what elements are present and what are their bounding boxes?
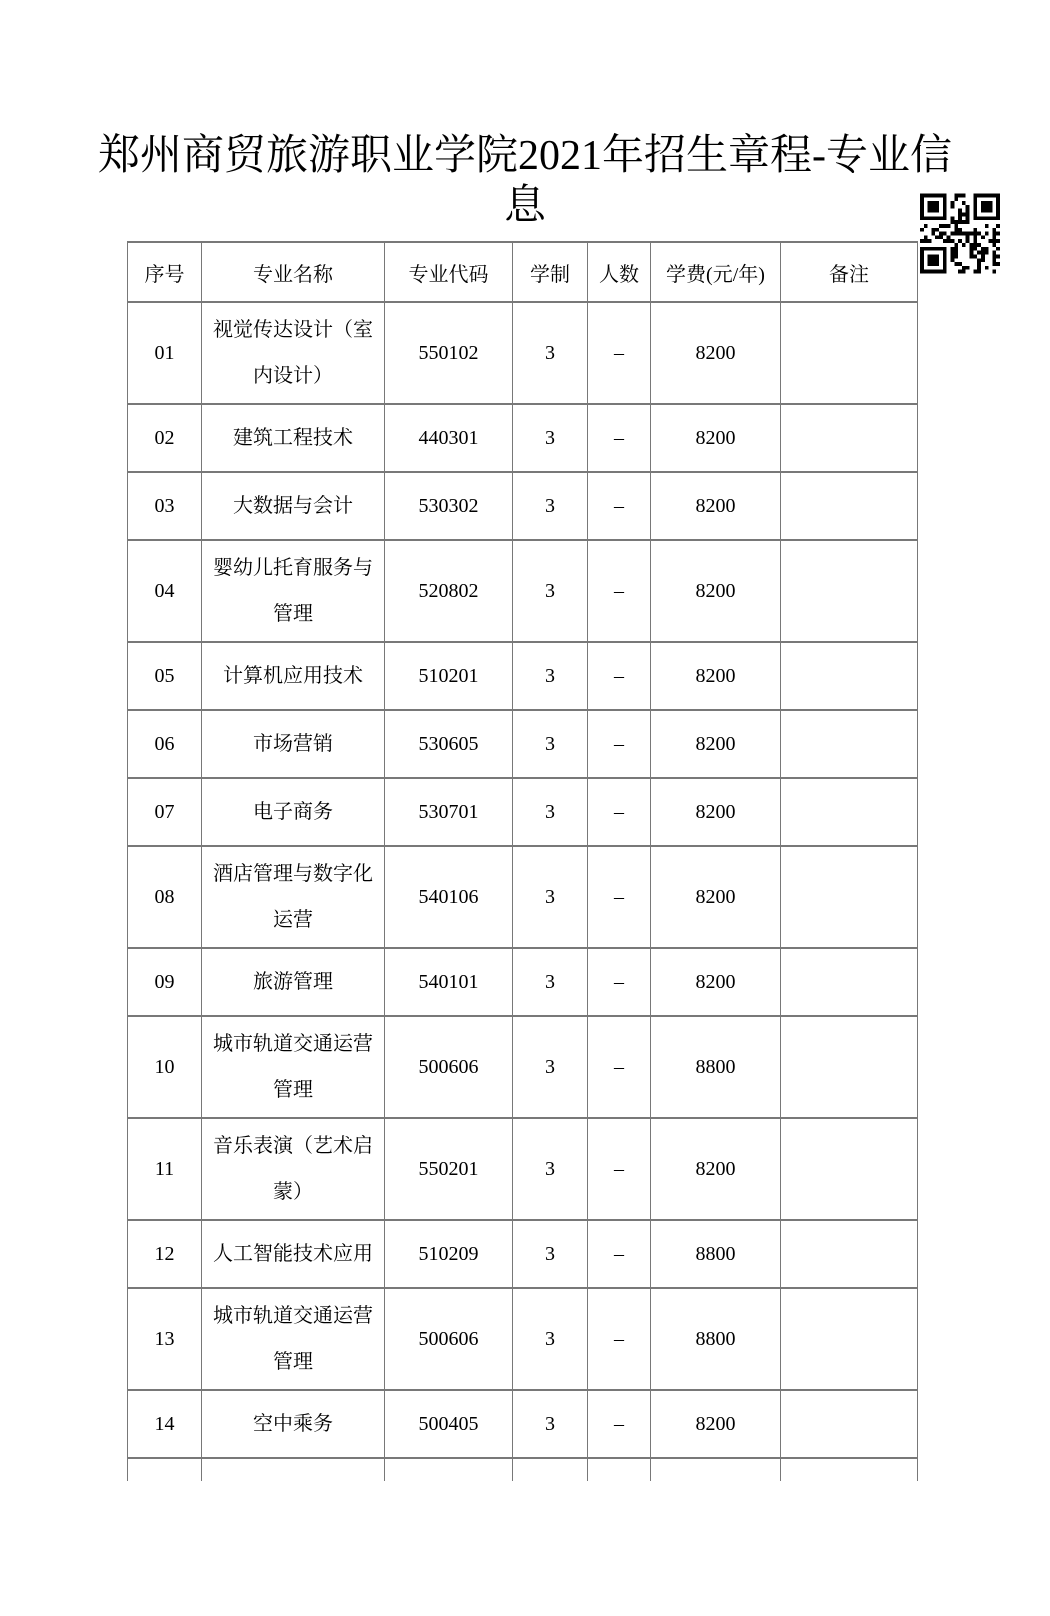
header-cell-enrollment: 人数 [588,242,651,302]
cell-no: 01 [128,302,202,404]
cell-note [781,710,918,778]
table-row [128,404,918,472]
cell-no: 05 [128,642,202,710]
page-title: 郑州商贸旅游职业学院2021年招生章程-专业信息 [98,133,952,229]
cell-note [781,1288,918,1390]
cell-enrollment: – [588,1220,651,1288]
cell-tuition: 8200 [651,302,781,404]
cell-duration: 3 [513,1118,588,1220]
cell-major-name: 大数据与会计 [202,472,385,540]
cell-major-name: 建筑工程技术 [202,404,385,472]
cell-major-name: 电子商务 [202,778,385,846]
table-header-row [128,242,918,302]
cell-major-code: 520802 [385,540,513,642]
cell-no: 13 [128,1288,202,1390]
cell-enrollment: – [588,778,651,846]
header-cell-tuition: 学费(元/年) [651,242,781,302]
cell-major-code: 530701 [385,778,513,846]
cell-major-code: 530605 [385,710,513,778]
cell-major-code: 540106 [385,846,513,948]
header-cell-major-code: 专业代码 [385,242,513,302]
cell-duration: 3 [513,1288,588,1390]
cell-enrollment: – [588,1390,651,1458]
table-row [128,1390,918,1458]
cell-enrollment: – [588,710,651,778]
cell-enrollment: – [588,1016,651,1118]
cell-enrollment: – [588,404,651,472]
table-row [128,948,918,1016]
cell-tuition: 8200 [651,404,781,472]
cell-duration: 3 [513,1220,588,1288]
cell-enrollment: – [588,948,651,1016]
cell-note [781,642,918,710]
cell-no: 09 [128,948,202,1016]
cell-tuition: 8200 [651,948,781,1016]
cell-duration: 3 [513,404,588,472]
table-row [128,710,918,778]
cell-note [781,1390,918,1458]
table-row [128,302,918,404]
cell-no: 02 [128,404,202,472]
cell-empty [385,1458,513,1481]
cell-note [781,404,918,472]
majors-table-wrap [127,241,919,1481]
cell-no: 04 [128,540,202,642]
cell-tuition: 8200 [651,710,781,778]
cell-no: 12 [128,1220,202,1288]
table-row [128,1288,918,1390]
cell-no: 06 [128,710,202,778]
cell-enrollment: – [588,642,651,710]
cell-major-name: 音乐表演（艺术启蒙） [202,1118,385,1220]
cell-major-code: 440301 [385,404,513,472]
cell-major-name: 人工智能技术应用 [202,1220,385,1288]
cell-duration: 3 [513,1390,588,1458]
cell-duration: 3 [513,1016,588,1118]
cell-empty [202,1458,385,1481]
cell-duration: 3 [513,846,588,948]
cell-note [781,948,918,1016]
table-row [128,642,918,710]
qr-code-icon [920,193,1000,274]
cell-major-name: 计算机应用技术 [202,642,385,710]
cell-note [781,1016,918,1118]
cell-note [781,302,918,404]
table-row [128,846,918,948]
table-row [128,1220,918,1288]
cell-major-name: 婴幼儿托育服务与管理 [202,540,385,642]
cell-major-name: 城市轨道交通运营管理 [202,1016,385,1118]
cell-note [781,778,918,846]
cell-major-code: 530302 [385,472,513,540]
cell-duration: 3 [513,540,588,642]
cell-empty [781,1458,918,1481]
cell-major-code: 510201 [385,642,513,710]
cell-no: 07 [128,778,202,846]
cell-major-code: 550201 [385,1118,513,1220]
cell-no: 08 [128,846,202,948]
cell-duration: 3 [513,778,588,846]
table-row [128,778,918,846]
header-cell-note: 备注 [781,242,918,302]
cell-empty [513,1458,588,1481]
cell-note [781,1220,918,1288]
cell-note [781,846,918,948]
cell-duration: 3 [513,302,588,404]
cell-tuition: 8800 [651,1220,781,1288]
cell-enrollment: – [588,302,651,404]
cell-duration: 3 [513,710,588,778]
cell-duration: 3 [513,472,588,540]
cell-tuition: 8200 [651,472,781,540]
cell-major-code: 500606 [385,1016,513,1118]
cell-major-name: 酒店管理与数字化运营 [202,846,385,948]
cell-tuition: 8200 [651,778,781,846]
cell-major-name: 市场营销 [202,710,385,778]
cell-major-code: 500606 [385,1288,513,1390]
table-row [128,1016,918,1118]
cell-major-name: 旅游管理 [202,948,385,1016]
cell-duration: 3 [513,642,588,710]
cell-no: 10 [128,1016,202,1118]
cell-tuition: 8200 [651,1390,781,1458]
cell-note [781,1118,918,1220]
table-row [128,540,918,642]
cell-enrollment: – [588,540,651,642]
cell-major-code: 550102 [385,302,513,404]
cell-tuition: 8800 [651,1288,781,1390]
cell-empty [651,1458,781,1481]
cell-tuition: 8200 [651,846,781,948]
cell-major-code: 540101 [385,948,513,1016]
cell-no: 14 [128,1390,202,1458]
cell-tuition: 8200 [651,1118,781,1220]
cell-tuition: 8200 [651,540,781,642]
cell-major-name: 城市轨道交通运营管理 [202,1288,385,1390]
cell-enrollment: – [588,1288,651,1390]
cell-tuition: 8200 [651,642,781,710]
cell-no: 11 [128,1118,202,1220]
majors-table [127,241,918,1481]
cell-duration: 3 [513,948,588,1016]
table-row [128,472,918,540]
cell-tuition: 8800 [651,1016,781,1118]
cell-major-name: 视觉传达设计（室内设计） [202,302,385,404]
cell-enrollment: – [588,846,651,948]
cell-note [781,540,918,642]
cell-enrollment: – [588,472,651,540]
cell-no: 03 [128,472,202,540]
cell-enrollment: – [588,1118,651,1220]
cell-major-name: 空中乘务 [202,1390,385,1458]
cell-major-code: 510209 [385,1220,513,1288]
cell-empty [128,1458,202,1481]
header-cell-duration: 学制 [513,242,588,302]
header-cell-major-name: 专业名称 [202,242,385,302]
cell-note [781,472,918,540]
cell-major-code: 500405 [385,1390,513,1458]
header-cell-no: 序号 [128,242,202,302]
cell-empty [588,1458,651,1481]
table-row-partial [128,1458,918,1481]
table-row [128,1118,918,1220]
